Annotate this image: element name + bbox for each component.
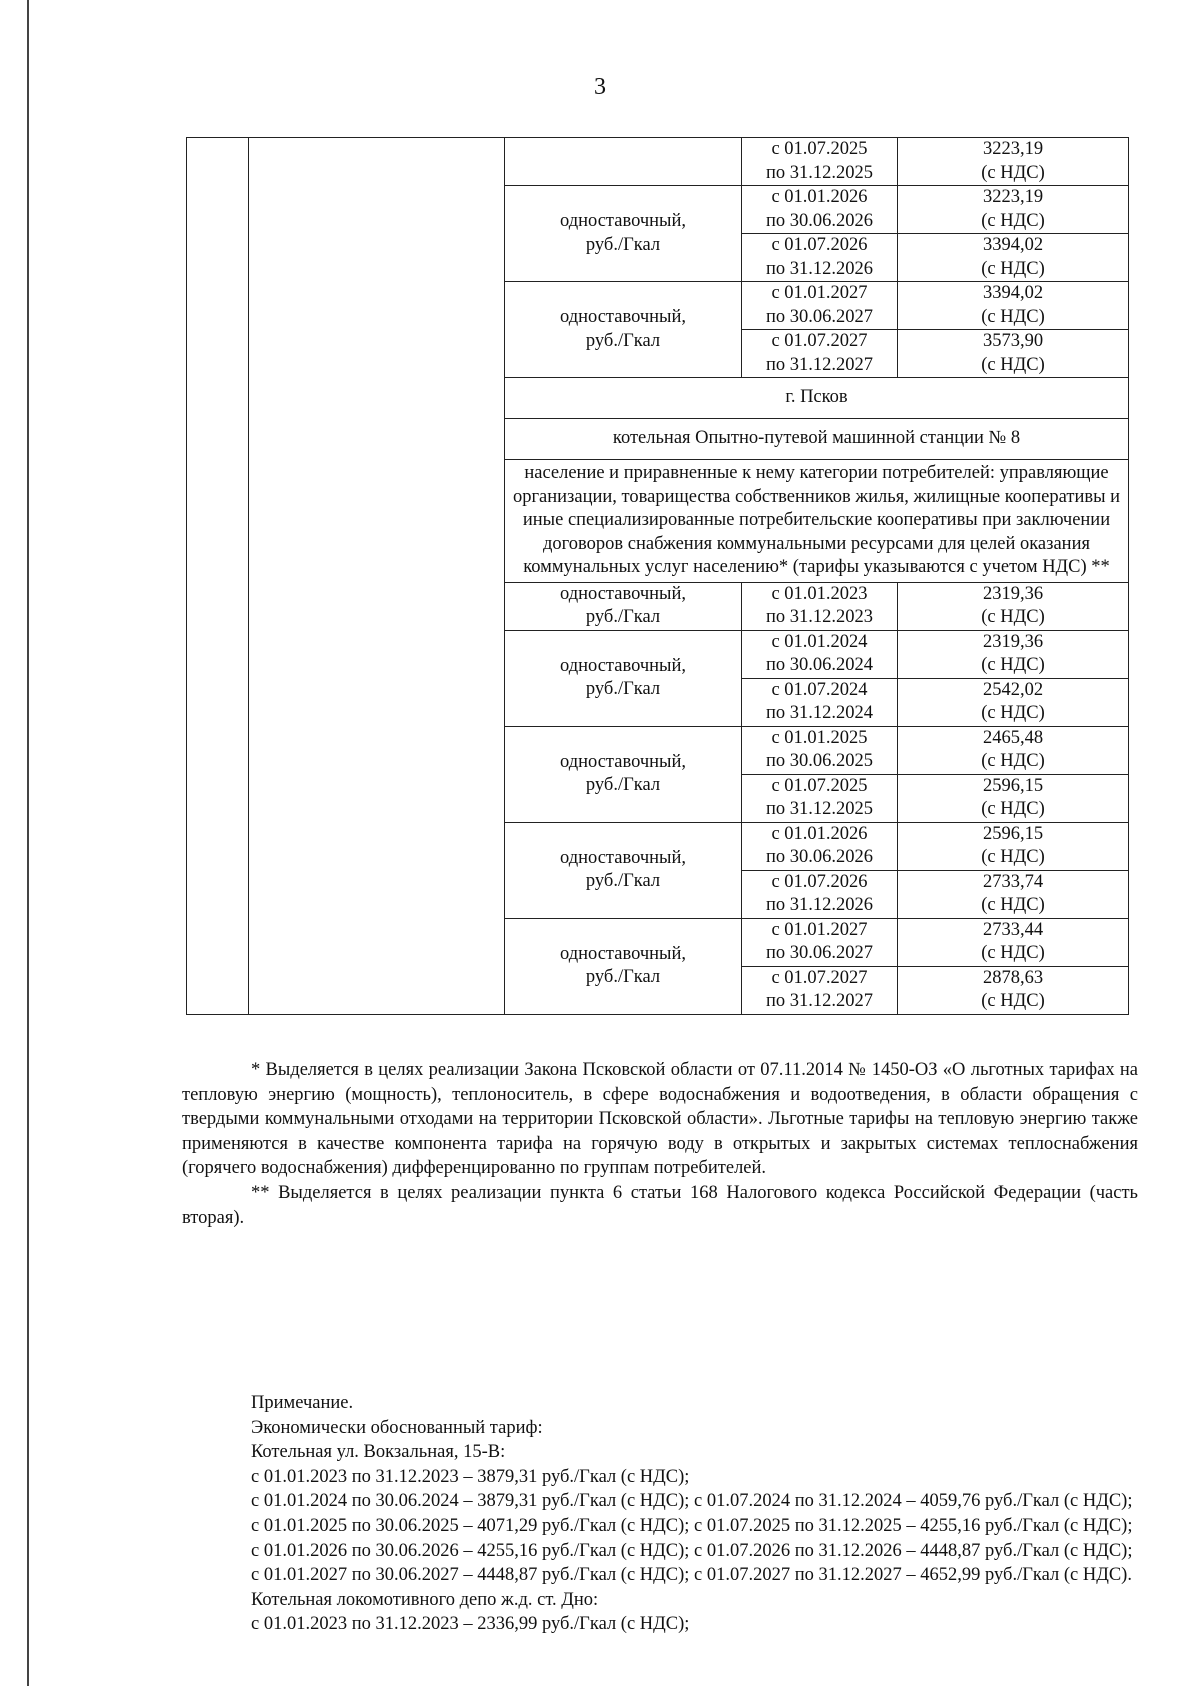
- tariff-value-cell: 2542,02 (с НДС): [898, 678, 1129, 726]
- footnote-one: * Выделяется в целях реализации Закона Псковской области от 07.11.2014 № 1450-ОЗ «О льготных тарифах на тепловую энергию (мощность), теплоноситель, в сфере водоснабжения и водоотведения, в области обращения с твердыми коммунальными отходами на территории Псковской области». Льготные тарифы на тепловую энергию также применяются в качестве компонента тарифа на горячую воду в открытых и закрытых системах теплоснабжения (горячего водоснабжения) дифференцированно по группам потребителей.: [182, 1060, 1138, 1179]
- tariff-type-cell: одноставочный, руб./Гкал: [505, 822, 742, 918]
- note-boiler-dno: Котельная локомотивного депо ж.д. ст. Дно:: [251, 1589, 599, 1610]
- note-line-2027: с 01.01.2027 по 30.06.2027 – 4448,87 руб./Гкал (с НДС); с 01.07.2027 по 31.12.2027 – 4652,99 руб./Гкал (с НДС).: [251, 1565, 1132, 1586]
- empty-type-cell: [505, 138, 742, 186]
- boiler-heading: котельная Опытно-путевой машинной станции № 8: [505, 419, 1129, 460]
- period-cell: с 01.01.2025 по 30.06.2025: [742, 726, 898, 774]
- tariff-value-cell: 2878,63 (с НДС): [898, 966, 1129, 1014]
- note-dno-2023: с 01.01.2023 по 31.12.2023 – 2336,99 руб./Гкал (с НДС);: [251, 1614, 690, 1635]
- tariff-value-cell: 2465,48 (с НДС): [898, 726, 1129, 774]
- tariff-value-cell: 2319,36 (с НДС): [898, 582, 1129, 630]
- tariff-type-cell: одноставочный, руб./Гкал: [505, 582, 742, 630]
- blank-column-1: [187, 138, 249, 1015]
- tariff-value-cell: 3573,90 (с НДС): [898, 330, 1129, 378]
- tariff-type-cell: одноставочный, руб./Гкал: [505, 630, 742, 726]
- period-cell: с 01.07.2025 по 31.12.2025: [742, 138, 898, 186]
- footnotes: [182, 1058, 1138, 1230]
- table-row: [187, 138, 1129, 186]
- blank-column-2: [249, 138, 505, 1015]
- page-number: 3: [594, 74, 606, 100]
- city-heading: г. Псков: [505, 378, 1129, 419]
- period-cell: с 01.07.2026 по 31.12.2026: [742, 870, 898, 918]
- tariff-value-cell: 3223,19 (с НДС): [898, 186, 1129, 234]
- period-cell: с 01.07.2024 по 31.12.2024: [742, 678, 898, 726]
- note-boiler-vokzalnaya: Котельная ул. Вокзальная, 15-В:: [251, 1442, 506, 1463]
- period-cell: с 01.01.2026 по 30.06.2026: [742, 186, 898, 234]
- tariff-type-cell: одноставочный, руб./Гкал: [505, 186, 742, 282]
- note-block: [182, 1391, 1138, 1637]
- tariff-value-cell: 3223,19 (с НДС): [898, 138, 1129, 186]
- scan-edge-line: [27, 0, 29, 1686]
- consumer-category-heading: население и приравненные к нему категории потребителей: управляющие организации, товарищества собственников жилья, жилищные кооперативы и иные специализированные потребительские кооперативы при заключении договоров снабжения коммунальными ресурсами для целей оказания коммунальных услуг населению* (тарифы указываются с учетом НДС) **: [505, 460, 1129, 583]
- tariff-value-cell: 2596,15 (с НДС): [898, 822, 1129, 870]
- tariff-value-cell: 2319,36 (с НДС): [898, 630, 1129, 678]
- period-cell: с 01.01.2024 по 30.06.2024: [742, 630, 898, 678]
- period-cell: с 01.07.2025 по 31.12.2025: [742, 774, 898, 822]
- tariff-type-cell: одноставочный, руб./Гкал: [505, 282, 742, 378]
- footnote-two: ** Выделяется в целях реализации пункта 6 статьи 168 Налогового кодекса Российской Федерации (часть вторая).: [182, 1182, 1138, 1228]
- tariff-value-cell: 2733,74 (с НДС): [898, 870, 1129, 918]
- period-cell: с 01.01.2023 по 31.12.2023: [742, 582, 898, 630]
- tariff-type-cell: одноставочный, руб./Гкал: [505, 918, 742, 1014]
- period-cell: с 01.07.2027 по 31.12.2027: [742, 330, 898, 378]
- note-title: Примечание.: [251, 1393, 354, 1413]
- note-econ-heading: Экономически обоснованный тариф:: [251, 1417, 543, 1438]
- note-line-2023: с 01.01.2023 по 31.12.2023 – 3879,31 руб./Гкал (с НДС);: [251, 1466, 690, 1487]
- tariff-value-cell: 2733,44 (с НДС): [898, 918, 1129, 966]
- note-line-2024: с 01.01.2024 по 30.06.2024 – 3879,31 руб./Гкал (с НДС); с 01.07.2024 по 31.12.2024 – 4059,76 руб./Гкал (с НДС);: [251, 1491, 1133, 1512]
- tariff-table: [186, 137, 1129, 1015]
- period-cell: с 01.01.2026 по 30.06.2026: [742, 822, 898, 870]
- note-line-2025: с 01.01.2025 по 30.06.2025 – 4071,29 руб./Гкал (с НДС); с 01.07.2025 по 31.12.2025 – 4255,16 руб./Гкал (с НДС);: [251, 1515, 1133, 1536]
- period-cell: с 01.01.2027 по 30.06.2027: [742, 918, 898, 966]
- note-line-2026: с 01.01.2026 по 30.06.2026 – 4255,16 руб./Гкал (с НДС); с 01.07.2026 по 31.12.2026 – 4448,87 руб./Гкал (с НДС);: [251, 1540, 1133, 1561]
- tariff-value-cell: 3394,02 (с НДС): [898, 234, 1129, 282]
- period-cell: с 01.07.2026 по 31.12.2026: [742, 234, 898, 282]
- tariff-type-cell: одноставочный, руб./Гкал: [505, 726, 742, 822]
- period-cell: с 01.01.2027 по 30.06.2027: [742, 282, 898, 330]
- tariff-value-cell: 2596,15 (с НДС): [898, 774, 1129, 822]
- tariff-value-cell: 3394,02 (с НДС): [898, 282, 1129, 330]
- period-cell: с 01.07.2027 по 31.12.2027: [742, 966, 898, 1014]
